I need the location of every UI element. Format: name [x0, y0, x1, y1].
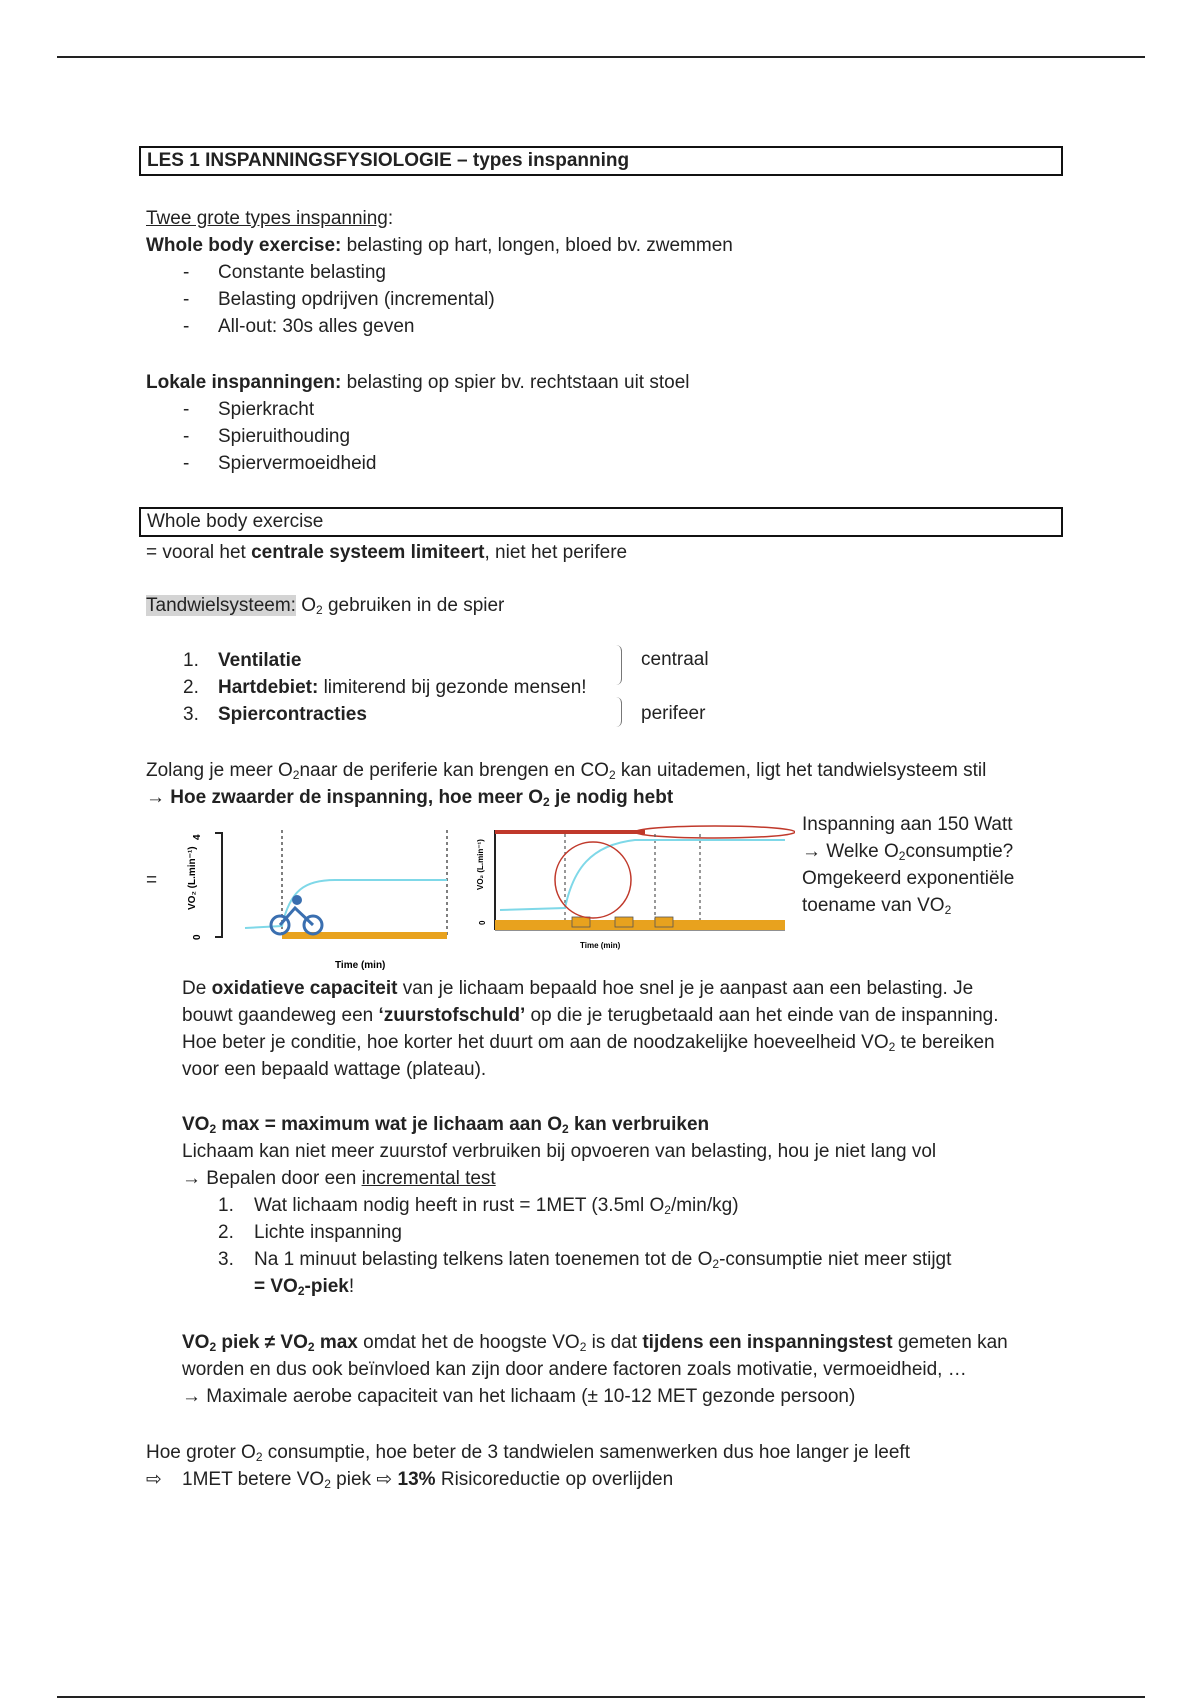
bullet-dash: -: [183, 316, 190, 337]
bottom-rule: [57, 1696, 1145, 1698]
bullet-dash: -: [183, 399, 190, 420]
piek-line-2: worden en dus ook beïnvloed kan zijn door andere factoren zoals motivatie, vermoeidheid, …: [182, 1359, 967, 1380]
y-bottom-tick: 0: [478, 920, 487, 925]
bullet-dash: -: [183, 453, 190, 474]
numbered-item: Spiercontracties: [218, 704, 367, 725]
list-number: 1.: [218, 1195, 234, 1216]
list-item: Belasting opdrijven (incremental): [218, 289, 495, 310]
final-arrow: ⇨: [146, 1469, 162, 1490]
final-line-1: Hoe groter $O_2$ consumptie, hoe beter de 3 tandwielen samenwerken dus hoe langer je leeft: [146, 1442, 910, 1464]
y-bottom-tick: 0: [192, 934, 203, 940]
x-label: Time (min): [335, 960, 386, 971]
whole-body-line: Whole body exercise: belasting op hart, longen, bloed bv. zwemmen: [146, 235, 733, 256]
workload-step: [572, 917, 590, 927]
types-heading: Twee grote types inspanning:: [146, 208, 394, 229]
arrow-line: → Hoe zwaarder de inspanning, hoe meer $O_2$ je nodig hebt: [146, 787, 674, 809]
vo2-graph-right: [465, 820, 795, 960]
workload-step: [655, 917, 673, 927]
list-item: Constante belasting: [218, 262, 386, 283]
top-rule: [57, 56, 1145, 58]
list-item: All-out: 30s alles geven: [218, 316, 415, 337]
zolang-line: Zolang je meer $O_2naar$ de periferie kan brengen en $CO_2$ kan uitademen, ligt het tandwielsysteem stil: [146, 760, 987, 782]
brace-centraal: [613, 645, 622, 685]
list-number: 2.: [218, 1222, 234, 1243]
piek-line-3: → Maximale aerobe capaciteit van het lichaam (± 10-12 MET gezonde persoon): [182, 1386, 856, 1407]
bullet-dash: -: [183, 426, 190, 447]
vomax-item: Lichte inspanning: [254, 1222, 402, 1243]
tandwiel-line: Tandwielsysteem: $O_2$ gebruiken in de spier: [146, 595, 505, 617]
section-title: Whole body exercise: [139, 507, 1063, 537]
y-top-tick: 4: [192, 834, 203, 840]
list-item: Spierkracht: [218, 399, 315, 420]
lokaal-line: Lokale inspanningen: belasting op spier bv. rechtstaan uit stoel: [146, 372, 690, 393]
numbered-item: Ventilatie: [218, 650, 302, 671]
y-label: VO₂ (L.min⁻¹): [476, 839, 485, 890]
brace-perifeer: [613, 697, 622, 727]
oxidatief-line-2: bouwt gaandeweg een ‘zuurstofschuld’ op die je terugbetaald aan het einde van de inspanning.: [182, 1005, 999, 1026]
list-item: Spieruithouding: [218, 426, 351, 447]
oxidatief-line-3: Hoe beter je conditie, hoe korter het duurt om aan de noodzakelijke hoeveelheid $VO_2$ te bereiken: [182, 1032, 995, 1054]
list-item: Spiervermoeidheid: [218, 453, 377, 474]
side-note-3: Omgekeerd exponentiële: [802, 868, 1015, 889]
x-label: Time (min): [580, 941, 621, 950]
vomax-line-1: Lichaam kan niet meer zuurstof verbruiken bij opvoeren van belasting, hou je niet lang vol: [182, 1141, 937, 1162]
equals-sign: =: [146, 870, 158, 891]
perifeer-label: perifeer: [641, 703, 706, 724]
plateau-ellipse: [635, 826, 795, 838]
list-number: 2.: [183, 677, 199, 698]
vomax-item: Wat lichaam nodig heeft in rust = 1MET (3.5ml $O_2/\min/kg$): [254, 1195, 739, 1217]
vomax-item: Na 1 minuut belasting telkens laten toenemen tot de $O_2$-consumptie niet meer stijgt: [254, 1249, 952, 1271]
final-line-2: 1MET betere $VO_2$ piek ⇨ 13% Risicoreductie op overlijden: [182, 1469, 674, 1491]
list-number: 1.: [183, 650, 199, 671]
red-circle: [555, 842, 631, 918]
bullet-dash: -: [183, 289, 190, 310]
list-number: 3.: [218, 1249, 234, 1270]
cyclist-icon: [271, 895, 322, 934]
vo2-curve: [500, 840, 785, 910]
workload-bar: [495, 920, 785, 930]
oxidatief-line-4: voor een bepaald wattage (plateau).: [182, 1059, 487, 1080]
side-note-2: → Welke $O_2consumptie$?: [802, 841, 1014, 863]
list-number: 3.: [183, 704, 199, 725]
side-note-1: Inspanning aan 150 Watt: [802, 814, 1013, 835]
bullet-dash: -: [183, 262, 190, 283]
vomax-line-2: → Bepalen door een incremental test: [182, 1168, 496, 1189]
workload-step: [615, 917, 633, 927]
vomax-heading: $VO_2$ max = maximum wat je lichaam aan $O_2$ kan verbruiken: [182, 1114, 710, 1136]
side-note-4: toename van $VO_2$: [802, 895, 952, 917]
page-title: LES 1 INSPANNINGSFYSIOLOGIE – types inspanning: [139, 146, 1063, 176]
vo2-curve: [245, 880, 447, 928]
central-line: = vooral het centrale systeem limiteert, niet het perifere: [146, 542, 628, 563]
centraal-label: centraal: [641, 649, 709, 670]
oxidatief-line-1: De oxidatieve capaciteit van je lichaam bepaald hoe snel je je aanpast aan een belasting. Je: [182, 978, 974, 999]
piek-line-1: $VO_2$ piek ≠ $VO_2$ max omdat het de hoogste $VO_2$ is dat tijdens een inspanningstest gemeten kan: [182, 1332, 1008, 1354]
numbered-item: Hartdebiet: limiterend bij gezonde mensen!: [218, 677, 587, 698]
vopiek-result: = $VO_2$-piek!: [254, 1276, 355, 1298]
y-label: VO₂ (L.min⁻¹): [187, 846, 198, 910]
red-workload-line: [495, 830, 645, 834]
vo2-graph-left: [175, 820, 475, 980]
